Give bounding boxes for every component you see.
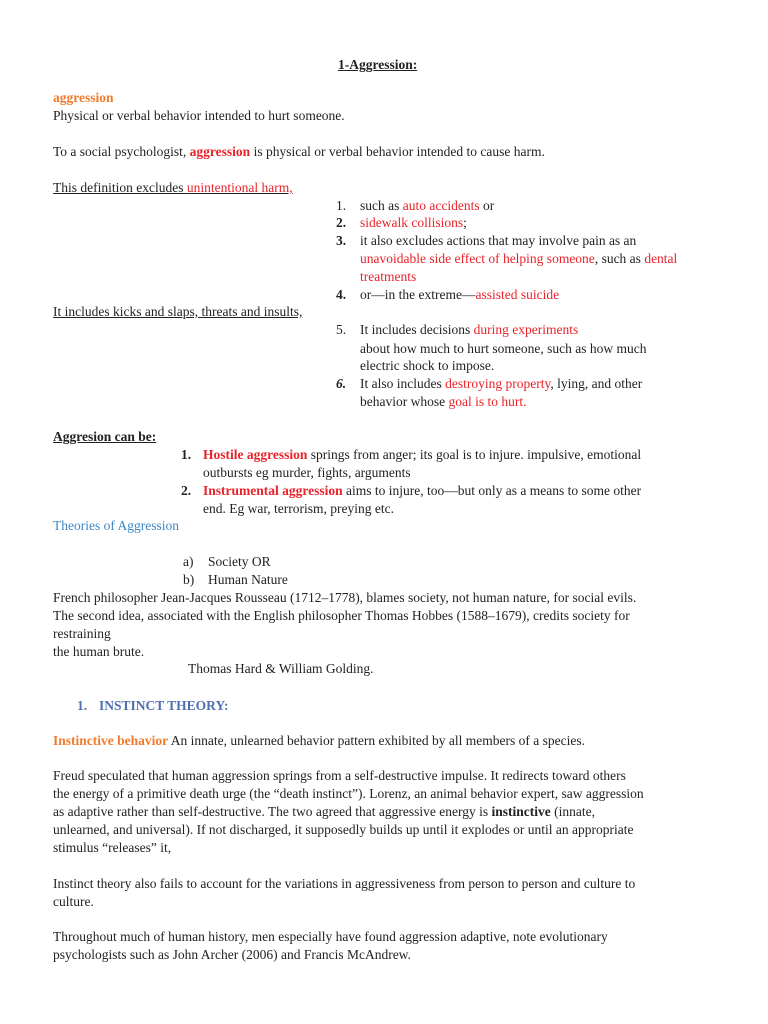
theory-text: Society OR — [208, 554, 271, 569]
list-item-text: dental — [644, 251, 678, 266]
list-item — [360, 198, 494, 214]
freud-text: as adaptive rather than self-destructive. The two agreed that aggressive energy is — [53, 804, 492, 819]
social-definition-pre: To a social psychologist, — [53, 144, 190, 159]
freud-text: the energy of a primitive death urge (the “death instinct”). Lorenz, an animal behavior expert, saw aggression — [53, 786, 644, 801]
freud-text: unlearned, and universal). If not discharged, it supposedly builds up until it explodes or until an appropriate — [53, 822, 634, 837]
type-description: aims to injure, too—but only as a means to some other — [342, 483, 642, 498]
list-item — [360, 394, 526, 410]
list-item — [360, 322, 578, 338]
type-number: 2. — [181, 483, 192, 498]
instinct-heading: INSTINCT THEORY: — [99, 698, 229, 713]
freud-text: stimulus “releases” it, — [53, 840, 172, 855]
fails-line: culture. — [53, 894, 94, 909]
freud-text: Freud speculated that human aggression springs from a self-destructive impulse. It redirects toward others — [53, 768, 626, 783]
social-definition-term: aggression — [189, 144, 251, 159]
list-item-text: such as — [360, 198, 403, 213]
list-item-text: ; — [463, 215, 467, 230]
list-number: 4. — [336, 287, 347, 302]
instinctive-definition — [53, 733, 585, 749]
list-item-text: It includes decisions — [360, 322, 474, 337]
list-item-text: about how much to hurt someone, such as how much — [360, 341, 647, 356]
type-item — [203, 447, 641, 463]
list-item-text: behavior whose — [360, 394, 449, 409]
type-number: 1. — [181, 447, 192, 462]
type-description: springs from anger; its goal is to injure. impulsive, emotional — [307, 447, 642, 462]
philosophy-line: The second idea, associated with the English philosopher Thomas Hobbes (1588–1679), credits society for — [53, 608, 630, 623]
list-item-text: or — [479, 198, 495, 213]
list-number: 6. — [336, 376, 347, 391]
includes-line: It includes kicks and slaps, threats and insults, — [53, 304, 303, 319]
list-item — [360, 358, 494, 374]
list-item-text: electric shock to impose. — [360, 358, 495, 373]
list-item-text: or—in the extreme— — [360, 287, 476, 302]
freud-line — [53, 840, 171, 856]
list-number: 3. — [336, 233, 347, 248]
list-item-text: sidewalk collisions — [360, 215, 464, 230]
social-definition — [53, 144, 545, 160]
freud-line — [53, 768, 626, 784]
list-item-text: It also includes — [360, 376, 446, 391]
type-item — [203, 483, 641, 499]
term-word: aggression — [53, 90, 114, 105]
instinctive-def: An innate, unlearned behavior pattern exhibited by all members of a species. — [168, 733, 585, 748]
excludes-pre: This definition excludes — [53, 180, 187, 195]
excludes-line — [53, 180, 293, 196]
theory-text: Human Nature — [208, 572, 288, 587]
page-title: 1-Aggression: — [338, 57, 418, 72]
list-item-text: goal is to hurt. — [448, 394, 527, 409]
list-item-text: it also excludes actions that may involve pain as an — [360, 233, 637, 248]
list-item — [360, 251, 677, 267]
list-number: 1. — [336, 198, 347, 213]
type-description-line2: end. Eg war, terrorism, preying etc. — [203, 501, 395, 516]
types-heading: Aggresion can be: — [53, 429, 157, 444]
list-item-text: , such as — [594, 251, 645, 266]
philosophy-line: restraining — [53, 626, 111, 641]
philosophy-line: the human brute. — [53, 644, 145, 659]
list-item — [360, 341, 646, 357]
list-item-text: destroying property — [445, 376, 551, 391]
type-description-line2: outbursts eg murder, fights, arguments — [203, 465, 411, 480]
freud-line — [53, 804, 595, 820]
theory-letter: a) — [183, 554, 194, 569]
freud-line — [53, 786, 644, 802]
list-item-text: auto accidents — [402, 198, 480, 213]
history-line: Throughout much of human history, men especially have found aggression adaptive, note evolutionary — [53, 929, 608, 944]
list-item — [360, 287, 559, 303]
fails-line: Instinct theory also fails to account for the variations in aggressiveness from person to person and culture to — [53, 876, 636, 891]
list-number: 2. — [336, 215, 347, 230]
list-item-text: , lying, and other — [550, 376, 643, 391]
term-definition: Physical or verbal behavior intended to hurt someone. — [53, 108, 345, 123]
instinct-heading-number: 1. — [77, 698, 88, 713]
theory-letter: b) — [183, 572, 195, 587]
freud-text: (innate, — [550, 804, 595, 819]
list-item-text: during experiments — [473, 322, 579, 337]
freud-line — [53, 822, 634, 838]
type-name: Hostile aggression — [203, 447, 308, 462]
authors-line: Thomas Hard & William Golding. — [188, 661, 374, 676]
freud-text: instinctive — [491, 804, 551, 819]
list-item-text: assisted suicide — [475, 287, 560, 302]
list-item — [360, 269, 416, 285]
list-item — [360, 233, 636, 249]
list-item — [360, 215, 467, 231]
instinctive-term: Instinctive behavior — [53, 733, 169, 748]
excludes-red: unintentional harm, — [186, 180, 293, 195]
list-item-text: unavoidable side effect of helping someone — [360, 251, 595, 266]
list-number: 5. — [336, 322, 347, 337]
social-definition-post: is physical or verbal behavior intended to cause harm. — [250, 144, 545, 159]
philosophy-line: French philosopher Jean-Jacques Rousseau (1712–1778), blames society, not human nature, for social evils. — [53, 590, 637, 605]
theories-heading: Theories of Aggression — [53, 518, 179, 533]
history-line: psychologists such as John Archer (2006) and Francis McAndrew. — [53, 947, 411, 962]
type-name: Instrumental aggression — [203, 483, 343, 498]
list-item — [360, 376, 642, 392]
list-item-text: treatments — [360, 269, 417, 284]
